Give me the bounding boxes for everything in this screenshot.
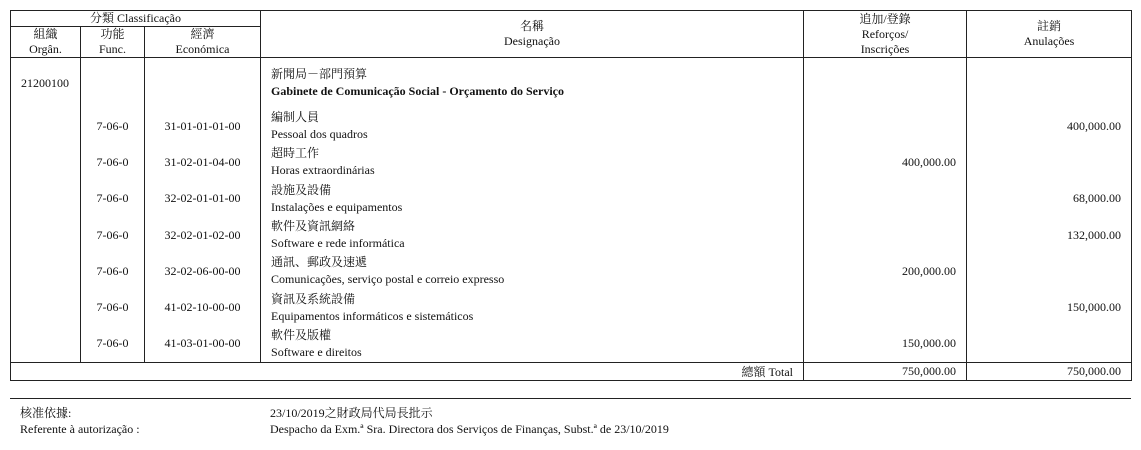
designation-cn: 超時工作 [271, 146, 320, 161]
table-row [11, 217, 1132, 253]
annulment-amount [967, 253, 1132, 289]
organ-header [11, 27, 81, 58]
economic-header-pt: Económica [175, 42, 230, 56]
table-row [11, 326, 1132, 363]
function-code: 7-06-0 [81, 253, 145, 289]
economic-code: 41-03-01-00-00 [145, 326, 261, 363]
designation [261, 253, 804, 289]
designation [261, 144, 804, 180]
entity-name [261, 58, 804, 109]
function-code: 7-06-0 [81, 144, 145, 180]
reinforcement-amount [804, 289, 967, 325]
total-row [11, 363, 1132, 381]
designation-header [261, 11, 804, 58]
function-code: 7-06-0 [81, 108, 145, 144]
reinforcement-amount: 150,000.00 [804, 326, 967, 363]
table-row [11, 253, 1132, 289]
reinforcement-amount [804, 108, 967, 144]
table-row [11, 181, 1132, 217]
reinforcement-header-pt2: Inscrições [860, 41, 910, 56]
designation [261, 217, 804, 253]
designation [261, 326, 804, 363]
entity-name-cn: 新聞局－部門預算 [271, 67, 368, 81]
function-code: 7-06-0 [81, 326, 145, 363]
annulment-header-cn: 註銷 [1037, 19, 1062, 33]
designation-pt: Comunicações, serviço postal e correio expresso [271, 272, 505, 287]
designation-header-cn: 名稱 [520, 19, 545, 33]
annulment-header-pt: Anulações [1023, 34, 1075, 48]
annulment-amount [967, 326, 1132, 363]
table-row [11, 108, 1132, 144]
entity-code: 21200100 [11, 58, 81, 109]
designation-cn: 軟件及資訊網絡 [271, 219, 356, 234]
designation-cn: 軟件及版權 [271, 327, 332, 342]
header-row-1 [11, 11, 1132, 27]
total-reinforcement: 750,000.00 [804, 363, 967, 381]
total-annulment: 750,000.00 [967, 363, 1132, 381]
designation-pt: Software e direitos [271, 344, 362, 359]
function-header-cn: 功能 [100, 27, 125, 41]
organ-header-pt: Orgân. [29, 42, 62, 56]
empty-cell [11, 144, 81, 180]
classification-header: 分類 Classificação [11, 11, 261, 27]
function-header-pt: Func. [99, 42, 126, 56]
reinforcement-amount: 200,000.00 [804, 253, 967, 289]
designation-pt: Software e rede informática [271, 236, 405, 251]
designation-pt: Instalações e equipamentos [271, 199, 403, 214]
designation-pt: Equipamentos informáticos e sistemáticos [271, 308, 474, 323]
designation [261, 289, 804, 325]
empty-cell [11, 289, 81, 325]
empty-cell [11, 181, 81, 217]
economic-code: 32-02-01-02-00 [145, 217, 261, 253]
organ-header-cn: 組織 [33, 27, 58, 41]
authorization-block [10, 398, 1131, 439]
reinforcement-amount [804, 181, 967, 217]
reinforcement-amount [804, 217, 967, 253]
economic-code: 32-02-01-01-00 [145, 181, 261, 217]
empty-cell [11, 108, 81, 144]
designation-cn: 通訊、郵政及速遞 [271, 255, 368, 270]
table-row [11, 144, 1132, 180]
designation [261, 108, 804, 144]
economic-code: 31-02-01-04-00 [145, 144, 261, 180]
annulment-amount: 150,000.00 [967, 289, 1132, 325]
reinforcement-header-pt1: Reforços/ [861, 26, 909, 41]
designation-cn: 編制人員 [271, 110, 320, 125]
empty-cell [11, 217, 81, 253]
function-code: 7-06-0 [81, 217, 145, 253]
designation-header-pt: Designação [504, 34, 560, 48]
empty-cell [804, 58, 967, 109]
designation-cn: 資訊及系統設備 [271, 291, 356, 306]
empty-cell [145, 58, 261, 109]
economic-code: 41-02-10-00-00 [145, 289, 261, 325]
reinforcement-header-cn: 追加/登錄 [859, 11, 911, 26]
entity-row [11, 58, 1132, 109]
authorization-value-pt: Despacho da Exm.ª Sra. Directora dos Serviços de Finanças, Subst.ª de 23/10/2019 [270, 422, 669, 436]
entity-name-pt: Gabinete de Comunicação Social - Orçamento do Serviço [271, 84, 564, 98]
annulment-header [967, 11, 1132, 58]
authorization-value-cn: 23/10/2019之財政局代局長批示 [270, 406, 433, 420]
annulment-amount: 400,000.00 [967, 108, 1132, 144]
function-code: 7-06-0 [81, 181, 145, 217]
authorization-label-pt: Referente à autorização : [20, 422, 140, 436]
designation-pt: Horas extraordinárias [271, 163, 375, 178]
table-row [11, 289, 1132, 325]
budget-table [10, 10, 1132, 381]
authorization-label-cn: 核准依據: [20, 406, 72, 420]
function-header [81, 27, 145, 58]
economic-code: 31-01-01-01-00 [145, 108, 261, 144]
reinforcement-amount: 400,000.00 [804, 144, 967, 180]
annulment-amount: 132,000.00 [967, 217, 1132, 253]
empty-cell [967, 58, 1132, 109]
designation-cn: 設施及設備 [271, 182, 332, 197]
empty-cell [11, 253, 81, 289]
annulment-amount: 68,000.00 [967, 181, 1132, 217]
total-label: 總額 Total [11, 363, 804, 381]
designation-pt: Pessoal dos quadros [271, 127, 368, 142]
empty-cell [11, 326, 81, 363]
designation [261, 181, 804, 217]
empty-cell [81, 58, 145, 109]
annulment-amount [967, 144, 1132, 180]
function-code: 7-06-0 [81, 289, 145, 325]
economic-code: 32-02-06-00-00 [145, 253, 261, 289]
economic-header [145, 27, 261, 58]
economic-header-cn: 經濟 [190, 27, 215, 41]
reinforcement-header [804, 11, 967, 58]
